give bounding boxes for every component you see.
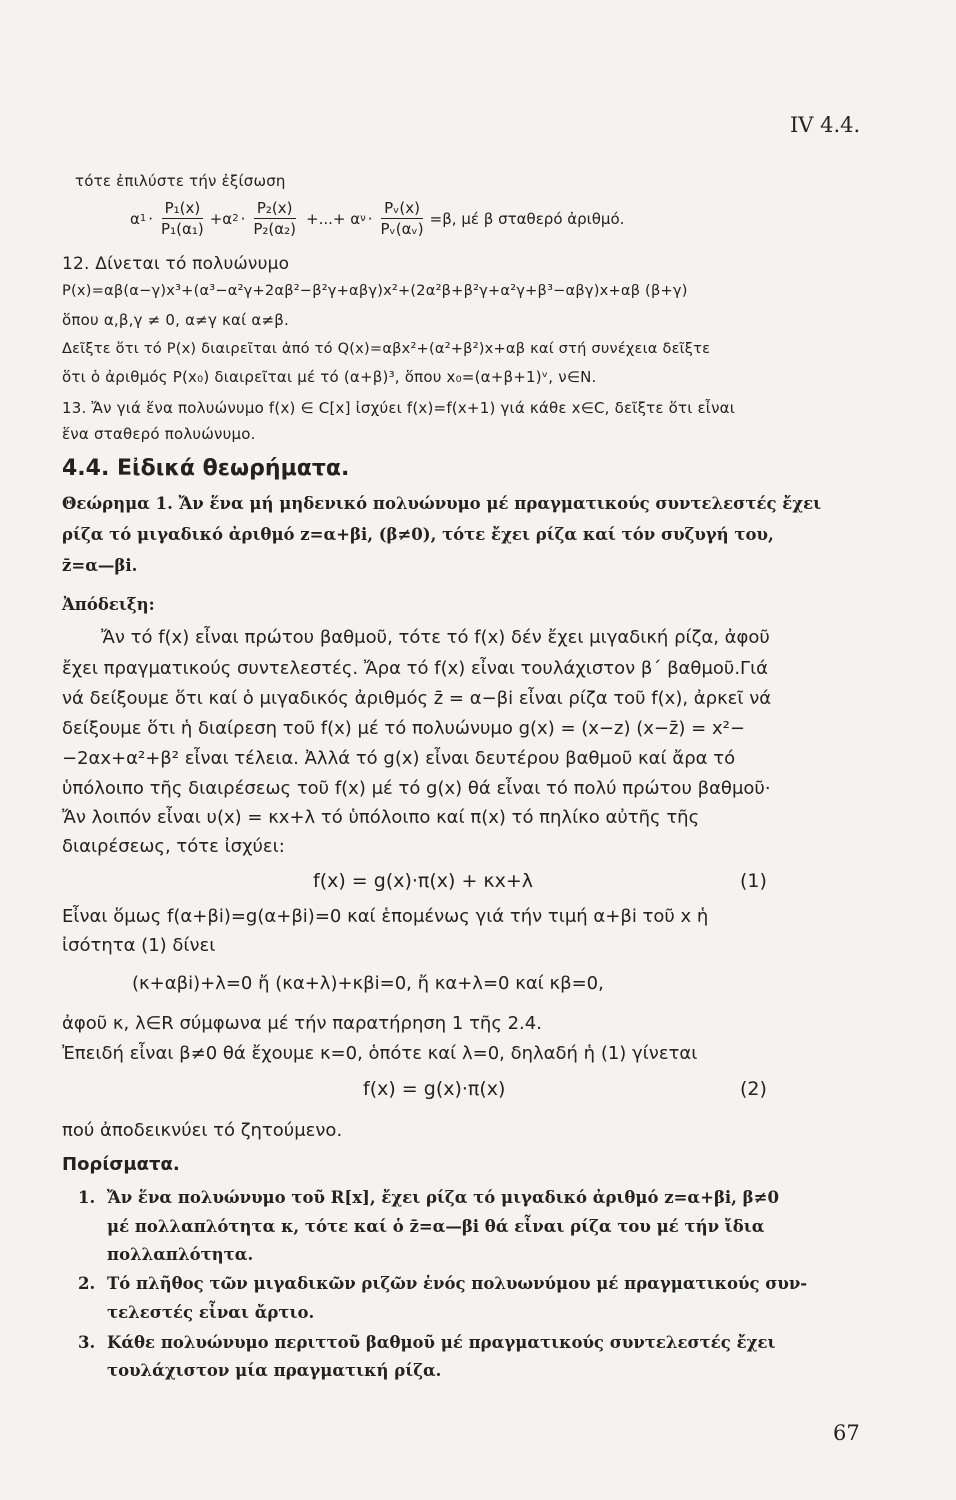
fraction-2-denominator: P₂(α₂) bbox=[253, 220, 297, 238]
eq-coef-av-sub: ν bbox=[360, 213, 366, 224]
exercise-12-line1: 12. Δίνεται τό πολυώνυμο bbox=[62, 254, 290, 274]
eq-rhs: =β, μέ β σταθερό ἀριθμό. bbox=[429, 209, 625, 228]
fraction-1 bbox=[158, 199, 207, 238]
corollary-2-line2: τελεστές εἶναι ἄρτιο. bbox=[107, 1303, 315, 1322]
proof-line3: νά δείξουμε ὅτι καί ὁ μιγαδικός ἀριθμός z̄ = α−βi εἶναι ρίζα τοῦ f(x), ἀρκεῖ νά bbox=[62, 688, 772, 709]
exercise-11-intro: τότε ἐπιλύστε τήν ἐξίσωση bbox=[75, 172, 286, 190]
proof-line8: διαιρέσεως, τότε ἰσχύει: bbox=[62, 836, 285, 857]
proof-label: Ἀπόδειξη: bbox=[62, 595, 155, 614]
corollary-2-line1: Τό πλῆθος τῶν μιγαδικῶν ριζῶν ἑνός πολυωνύμου μέ πραγματικούς συν- bbox=[107, 1274, 808, 1293]
fraction-v-numerator: Pᵥ(x) bbox=[381, 199, 423, 219]
theorem-line1 bbox=[62, 494, 821, 513]
proof-line2: ἔχει πραγματικούς συντελεστές. Ἄρα τό f(x) εἶναι τουλάχιστον β΄ βαθμοῦ.Γιά bbox=[62, 658, 769, 679]
proof-conclusion: πού ἀποδεικνύει τό ζητούμενο. bbox=[62, 1120, 343, 1141]
fraction-v bbox=[378, 199, 427, 238]
fraction-2-numerator: P₂(x) bbox=[254, 199, 296, 219]
exercise-13-line2: ἕνα σταθερό πολυώνυμο. bbox=[62, 425, 256, 443]
page-number: 67 bbox=[833, 1421, 860, 1445]
eq-coef-a2-sub: 2 bbox=[232, 213, 239, 224]
exercise-11-equation: α 1 · $\frac{\text{P₁(x)}}{\text{P₁(α₁)}}$ +α 2 · $\frac{\text{P₂(x)}}{\text{P₂(α₂)}}$ +...+ α ν · $\frac{\text{Pᵥ(x)}}{\text{Pᵥ(αᵥ)}}$ =β, μέ β σταθερό ἀριθμό. bbox=[130, 199, 625, 238]
eq-coef-a1: α bbox=[130, 209, 140, 228]
proof-line7: Ἄν λοιπόν εἶναι υ(x) = κx+λ τό ὑπόλοιπο καί π(x) τό πηλίκο αὐτῆς τῆς bbox=[62, 807, 700, 828]
equation-2: f(x) = g(x)·π(x) bbox=[363, 1078, 506, 1100]
exercise-12-line4: Δεῖξτε ὅτι τό P(x) διαιρεῖται ἀπό τό Q(x)=αβx²+(α²+β²)x+αβ καί στή συνέχεια δεῖξτε bbox=[62, 340, 711, 357]
corollary-2-number: 2. bbox=[78, 1274, 96, 1293]
section-title: 4.4. Εἰδικά θεωρήματα. bbox=[62, 456, 350, 481]
eq-plus-a2: +α bbox=[209, 209, 233, 228]
corollary-1-number: 1. bbox=[78, 1188, 96, 1207]
proof-line5: −2αx+α²+β² εἶναι τέλεια. Ἀλλά τό g(x) εἶναι δευτέρου βαθμοῦ καί ἄρα τό bbox=[62, 748, 736, 769]
proof-line12: Ἐπειδή εἶναι β≠0 θά ἔχουμε κ=0, ὁπότε καί λ=0, δηλαδή ἡ (1) γίνεται bbox=[62, 1043, 698, 1064]
theorem-line3: z̄=α—βi. bbox=[62, 556, 138, 575]
corollary-3-number: 3. bbox=[78, 1333, 96, 1352]
theorem-text-1: Ἄν ἕνα μή μηδενικό πολυώνυμο μέ πραγματικούς συντελεστές ἔχει bbox=[172, 494, 822, 513]
proof-line11: ἀφοῦ κ, λ∈R σύμφωνα μέ τήν παρατήρηση 1 τῆς 2.4. bbox=[62, 1013, 542, 1034]
exercise-12-line3: ὅπου α,β,γ ≠ 0, α≠γ καί α≠β. bbox=[62, 311, 289, 329]
corollary-1-line1: Ἄν ἕνα πολυώνυμο τοῦ R[x], ἔχει ρίζα τό μιγαδικό ἀριθμό z=α+βi, β≠0 bbox=[107, 1188, 779, 1207]
corollary-3-line2: τουλάχιστον μία πραγματική ρίζα. bbox=[107, 1361, 442, 1380]
corollary-3-line1: Κάθε πολυώνυμο περιττοῦ βαθμοῦ μέ πραγματικούς συντελεστές ἔχει bbox=[107, 1333, 776, 1352]
running-head: IV 4.4. bbox=[790, 113, 861, 137]
fraction-2 bbox=[250, 199, 299, 238]
eq-coef-a1-sub: 1 bbox=[139, 213, 147, 224]
fraction-v-denominator: Pᵥ(αᵥ) bbox=[380, 220, 424, 238]
corollary-1-line3: πολλαπλότητα. bbox=[107, 1245, 254, 1264]
exercise-13-line1: 13. Ἄν γιά ἕνα πολυώνυμο f(x) ∈ C[x] ἰσχύει f(x)=f(x+1) γιά κάθε x∈C, δεῖξτε ὅτι εἶναι bbox=[62, 399, 736, 417]
fraction-1-denominator: P₁(α₁) bbox=[161, 220, 204, 238]
equation-1-tag: (1) bbox=[740, 870, 767, 892]
proof-line6: ὑπόλοιπο τῆς διαιρέσεως τοῦ f(x) μέ τό g(x) θά εἶναι τό πολύ πρώτου βαθμοῦ· bbox=[62, 778, 771, 799]
exercise-12-polynomial: P(x)=αβ(α−γ)x³+(α³−α²γ+2αβ²−β²γ+αβγ)x²+(2α²β+β²γ+α²γ+β³−αβγ)x+αβ (β+γ) bbox=[62, 282, 688, 299]
exercise-12-line5: ὅτι ὁ ἀριθμός P(x₀) διαιρεῖται μέ τό (α+β)³, ὅπου x₀=(α+β+1)ᵛ, ν∈N. bbox=[62, 368, 597, 386]
proof-line4: δείξουμε ὅτι ἡ διαίρεση τοῦ f(x) μέ τό πολυώνυμο g(x) = (x−z) (x−z̄) = x²− bbox=[62, 718, 745, 739]
equation-mid: (κ+αβi)+λ=0 ἤ (κα+λ)+κβi=0, ἤ κα+λ=0 καί κβ=0, bbox=[132, 973, 604, 994]
equation-2-tag: (2) bbox=[740, 1078, 767, 1100]
theorem-line2: ρίζα τό μιγαδικό ἀριθμό z=α+βi, (β≠0), τότε ἔχει ρίζα καί τόν συζυγή του, bbox=[62, 525, 774, 544]
equation-1: f(x) = g(x)·π(x) + κx+λ bbox=[313, 870, 534, 892]
proof-line1: Ἄν τό f(x) εἶναι πρώτου βαθμοῦ, τότε τό f(x) δέν ἔχει μιγαδική ρίζα, ἀφοῦ bbox=[101, 627, 770, 648]
eq-dots: +...+ α bbox=[306, 209, 361, 228]
corollaries-title: Πορίσματα. bbox=[62, 1154, 180, 1175]
proof-line9: Εἶναι ὅμως f(α+βi)=g(α+βi)=0 καί ἑπομένως γιά τήν τιμή α+βi τοῦ x ἡ bbox=[62, 906, 709, 927]
corollary-1-line2: μέ πολλαπλότητα κ, τότε καί ὁ z̄=α—βi θά εἶναι ρίζα του μέ τήν ἴδια bbox=[107, 1217, 765, 1236]
theorem-label: Θεώρημα 1. bbox=[62, 494, 173, 513]
proof-line10: ἰσότητα (1) δίνει bbox=[62, 935, 216, 956]
fraction-1-numerator: P₁(x) bbox=[162, 199, 204, 219]
